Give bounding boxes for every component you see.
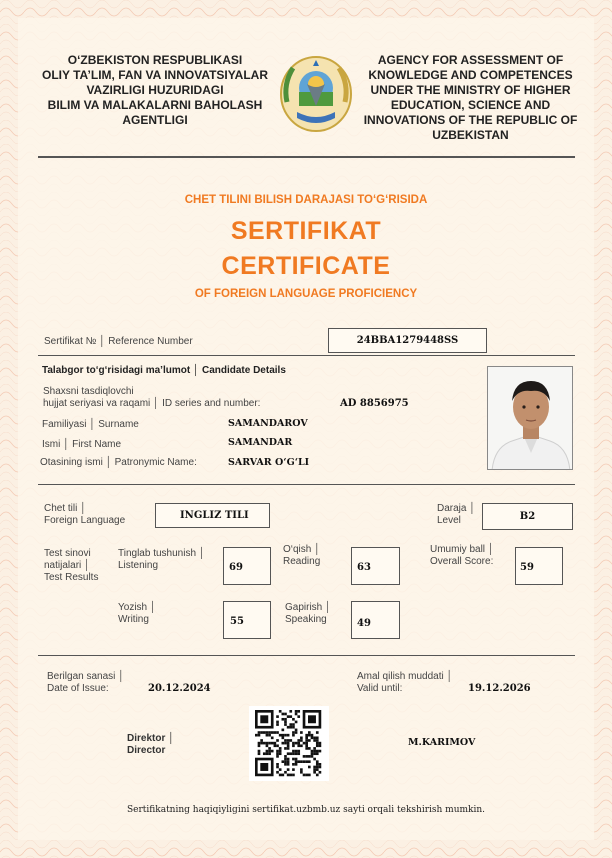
valid-until-label [357, 671, 453, 695]
foreign-language-label [44, 503, 125, 527]
candidate-photo [487, 366, 573, 470]
header-left-line: VAZIRLIGI HUZURIDAGI [86, 83, 224, 97]
writing-label-line: Writing [118, 614, 149, 625]
test-results-label-line: Test Results [44, 572, 99, 583]
id-label [43, 386, 260, 410]
speaking-label [285, 602, 331, 626]
test-results-label [44, 548, 98, 584]
level-value: B2 [519, 511, 536, 522]
reference-number-label: Sertifikat № │ Reference Number [44, 336, 193, 347]
issue-date-value: 20.12.2024 [148, 683, 211, 694]
test-results-label-line: Test sinovi [44, 548, 91, 559]
director-label-line: Director [127, 745, 166, 756]
reading-label-line: O‘qish │ [283, 544, 321, 555]
candidate-details-heading: Talabgor to‘g‘risidagi ma’lumot │ Candidate Details [42, 365, 286, 376]
overall-score-label [430, 544, 494, 568]
header-right-line: UNDER THE MINISTRY OF HIGHER [370, 83, 571, 97]
header-left-line: O‘ZBEKISTON RESPUBLIKASI [67, 53, 243, 67]
reference-divider [38, 355, 575, 356]
writing-score-box [223, 601, 271, 639]
first-name-value: SAMANDAR [228, 437, 293, 448]
director-label-line: Direktor │ [127, 733, 175, 744]
agency-name-english [348, 53, 593, 143]
header-right-line: AGENCY FOR ASSESSMENT OF [377, 53, 564, 67]
agency-name-uzbek [30, 53, 280, 128]
foreign-language-box [155, 503, 270, 528]
speaking-label-line: Gapirish │ [285, 602, 332, 613]
issue-date-label-line: Date of Issue: [47, 683, 109, 694]
reading-score-value: 63 [357, 562, 371, 573]
issue-date-label-line: Berilgan sanasi │ [47, 671, 125, 682]
header-right-line: EDUCATION, SCIENCE AND [390, 98, 551, 112]
test-results-label-line: natijalari │ [44, 560, 91, 571]
results-divider [38, 655, 575, 656]
qr-code-icon[interactable] [249, 706, 329, 781]
title-main-uzbek: SERTIFIKAT [230, 217, 382, 245]
writing-score-value: 55 [230, 616, 244, 627]
surname-value: SAMANDAROV [228, 418, 308, 429]
valid-until-label-line: Valid until: [357, 683, 403, 694]
header-divider [38, 156, 575, 158]
overall-score-value: 59 [520, 562, 534, 573]
level-label-line: Daraja │ [437, 503, 476, 514]
level-label-line: Level [437, 515, 461, 526]
listening-label [118, 548, 205, 572]
foreign-language-value: INGLIZ TILI [180, 510, 249, 521]
issue-date-label [47, 671, 124, 695]
header-left-line: AGENTLIGI [122, 113, 188, 127]
title-main-english: CERTIFICATE [221, 252, 391, 280]
patronymic-value: SARVAR O‘G‘LI [228, 457, 310, 468]
director-label [127, 733, 174, 757]
foreign-language-label-line: Chet tili │ [44, 503, 87, 514]
speaking-score-box [351, 601, 400, 639]
reading-label [283, 544, 320, 568]
valid-until-label-line: Amal qilish muddati │ [357, 671, 453, 682]
id-value: AD 8856975 [340, 398, 409, 409]
level-label [437, 503, 476, 527]
listening-score-value: 69 [229, 562, 243, 573]
reading-label-line: Reading [283, 556, 321, 567]
speaking-score-value: 49 [357, 618, 371, 629]
patronymic-label: Otasining ismi │ Patronymic Name: [40, 457, 197, 468]
header-left-line: BILIM VA MALAKALARNI BAHOLASH [47, 98, 263, 112]
valid-until-value: 19.12.2026 [468, 683, 531, 694]
writing-label-line: Yozish │ [118, 602, 157, 613]
overall-score-box [515, 547, 563, 585]
state-emblem-icon [277, 54, 355, 134]
reading-score-box [351, 547, 400, 585]
overall-score-label-line: Umumiy ball │ [430, 544, 495, 555]
listening-label-line: Listening [118, 560, 159, 571]
writing-label [118, 602, 156, 626]
listening-label-line: Tinglab tushunish │ [118, 548, 206, 559]
candidate-divider [38, 484, 575, 485]
listening-score-box [223, 547, 271, 585]
first-name-label: Ismi │ First Name [42, 439, 122, 450]
foreign-language-label-line: Foreign Language [44, 515, 126, 526]
surname-label: Familiyasi │ Surname [42, 419, 139, 430]
header-right-line: INNOVATIONS OF THE REPUBLIC OF [363, 113, 578, 127]
id-label-line: hujjat seriyasi va raqami │ ID series and number: [43, 398, 261, 409]
header-right-line: UZBEKISTAN [432, 128, 509, 142]
id-label-line: Shaxsni tasdiqlovchi [43, 386, 134, 397]
title-subtitle-top: CHET TILINI BILISH DARAJASI TO‘G‘RISIDA [184, 194, 428, 206]
overall-score-label-line: Overall Score: [430, 556, 494, 567]
reference-number-box [328, 328, 487, 353]
level-box [482, 503, 573, 530]
header-right-line: KNOWLEDGE AND COMPETENCES [368, 68, 573, 82]
header-left-line: OLIY TA’LIM, FAN VA INNOVATSIYALAR [41, 68, 268, 82]
director-name: M.KARIMOV [408, 737, 476, 748]
reference-number-value: 24BBA1279448SS [356, 335, 459, 346]
verification-note: Sertifikatning haqiqiyligini sertifikat.uzbmb.uz sayti orqali tekshirish mumkin. [126, 805, 486, 815]
title-subtitle-bottom: OF FOREIGN LANGUAGE PROFICIENCY [194, 288, 418, 300]
speaking-label-line: Speaking [285, 614, 327, 625]
